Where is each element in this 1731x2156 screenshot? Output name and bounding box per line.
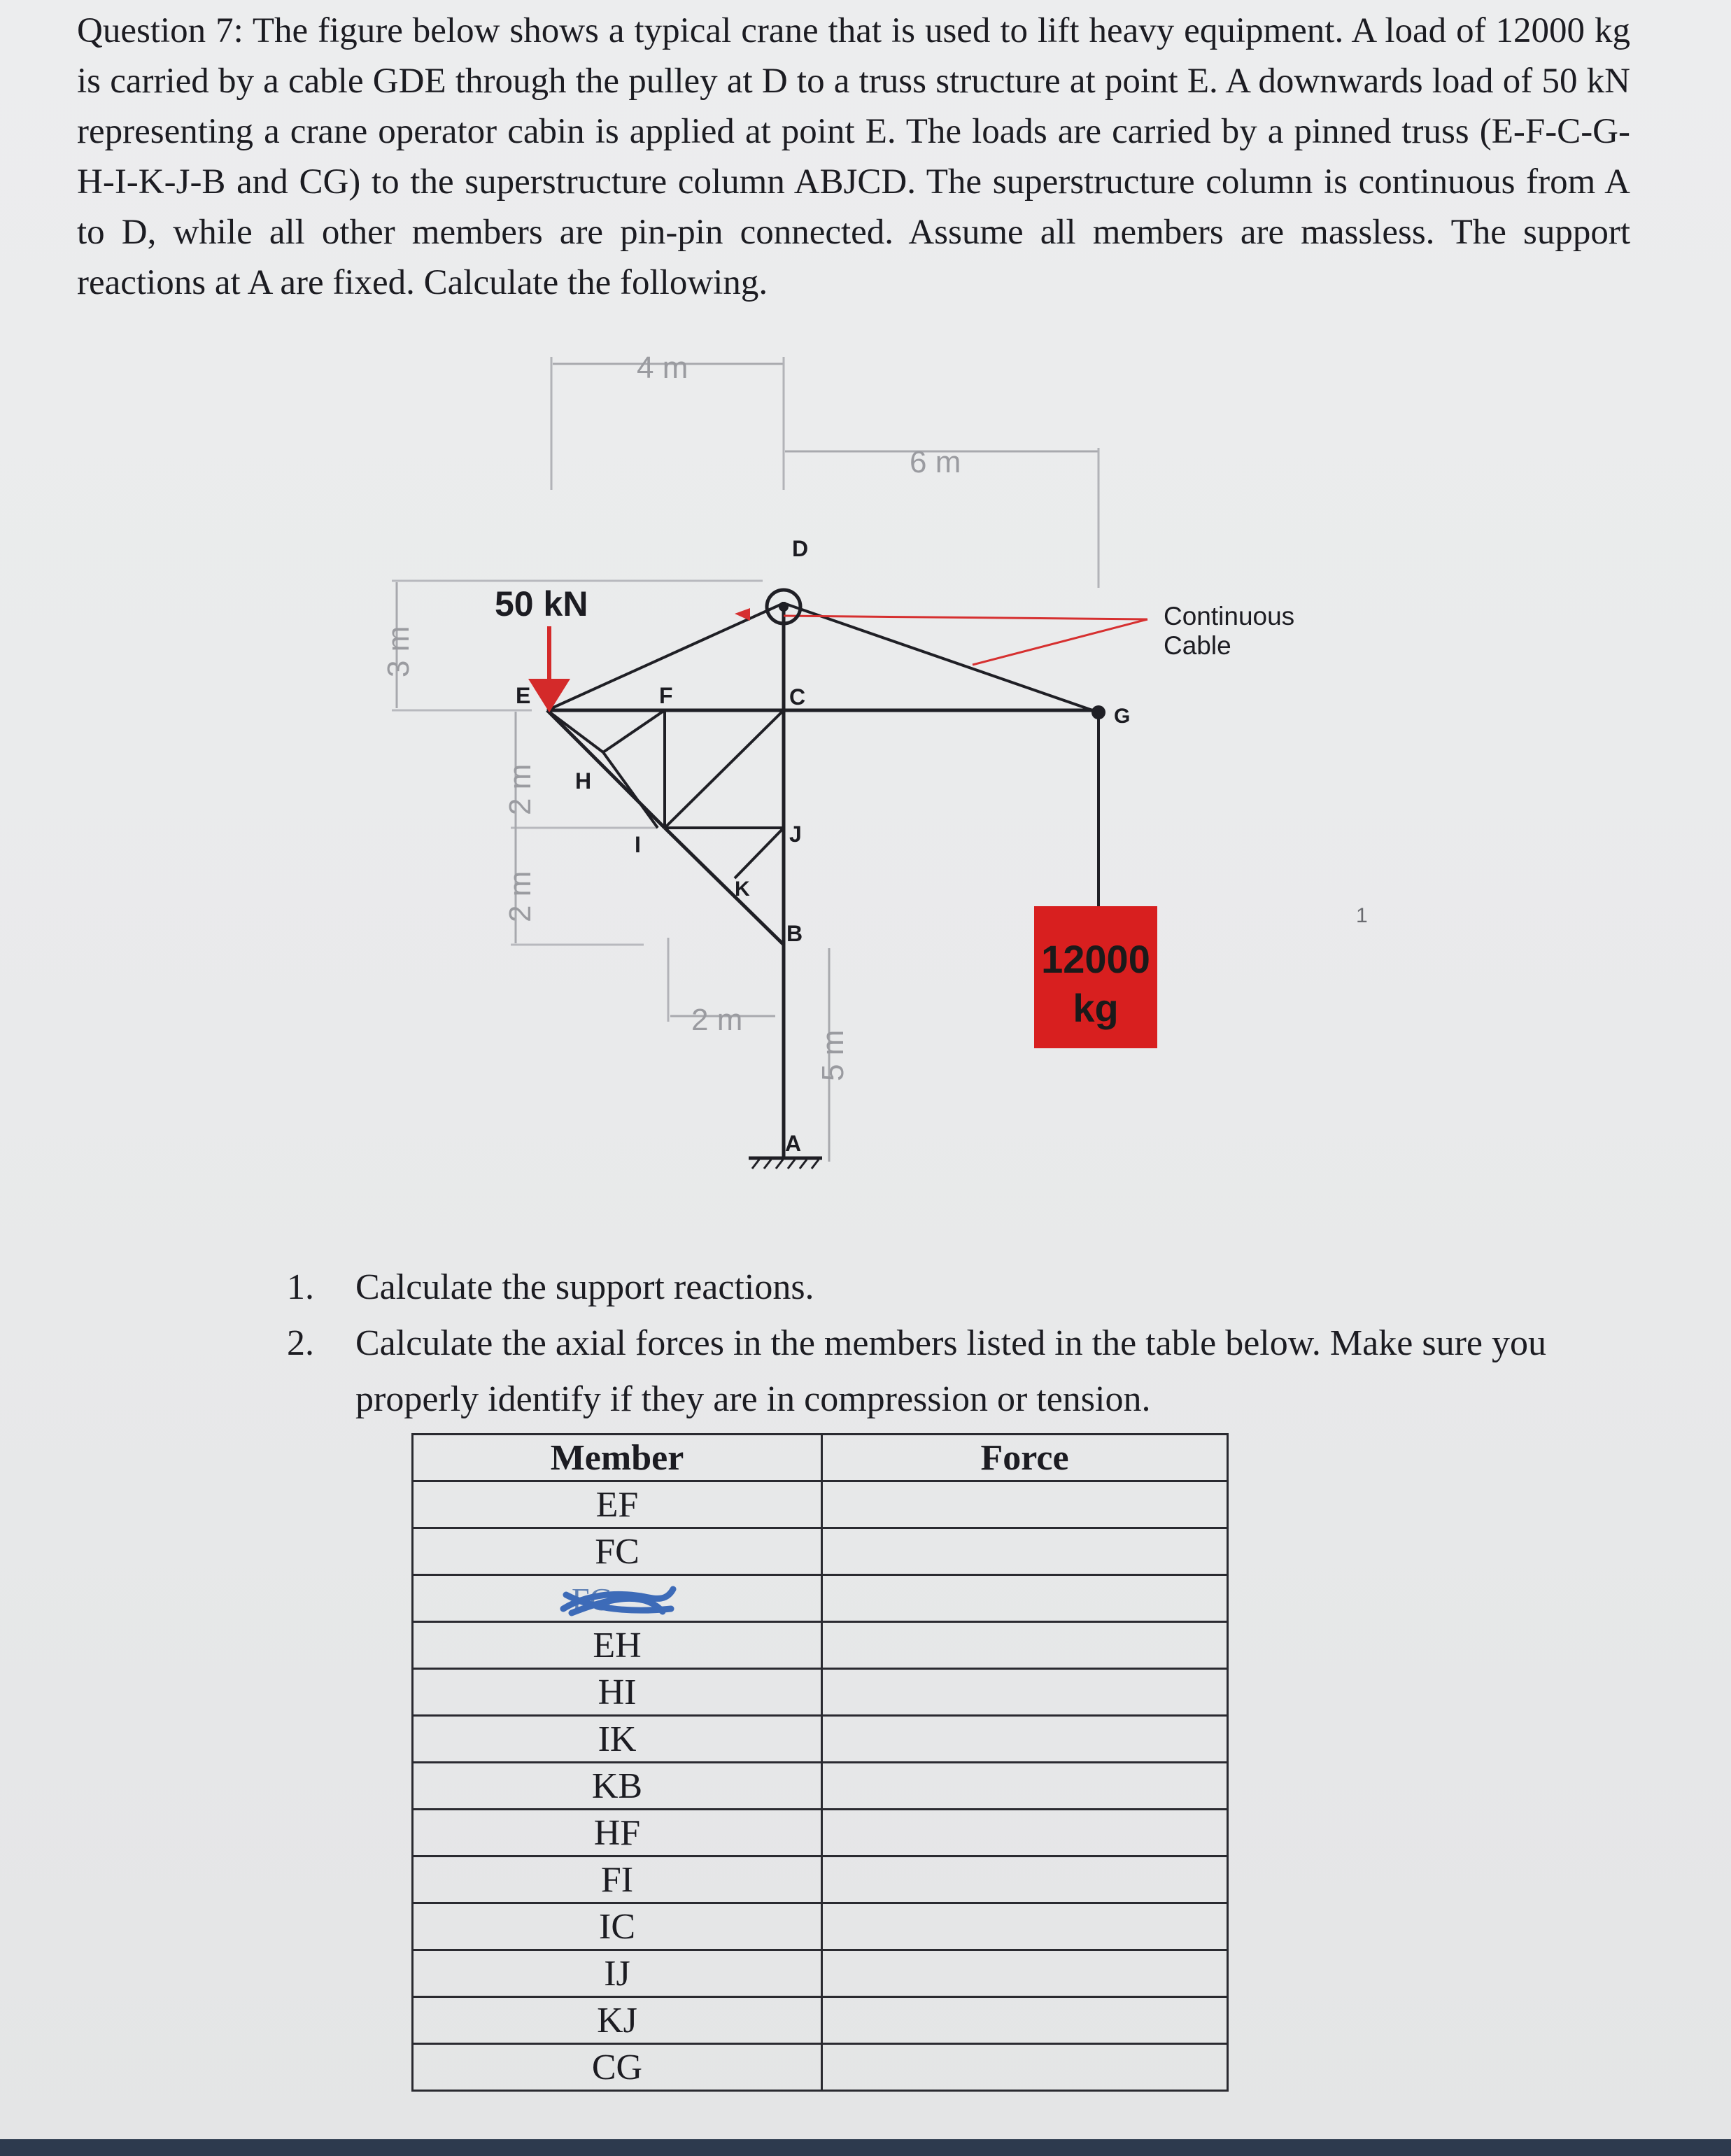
member-column-header: Member xyxy=(413,1435,822,1481)
node-label-d: D xyxy=(792,536,809,561)
question-text: Question 7: The figure below shows a typical crane that is used to lift heavy equipment. A load of 12000 kg is carried by a cable GDE through the pulley at D to a truss structure at point E. A downwards load of 50 kN representing a crane operator cabin is applied at point E. The loads are carried by a pinned truss (E-F-C-G-H-I-K-J-B and CG) to the superstructure column ABJCD. The superstructure column is continuous from A to D, while all other members are pin-pin connected. Assume all members are massless. The support reactions at A are fixed. Calculate the following. xyxy=(77,11,1630,302)
member-cell: IJ xyxy=(413,1950,822,1997)
member-cell-crossed-out xyxy=(413,1575,822,1622)
force-cell[interactable] xyxy=(822,1903,1228,1950)
task-item xyxy=(287,1316,1630,1428)
cable-label-line2: Cable xyxy=(1164,631,1231,660)
node-label-j: J xyxy=(789,822,802,847)
table-row xyxy=(413,1669,1228,1716)
dim-2m-bottom: 2 m xyxy=(691,1003,743,1037)
force-cell[interactable] xyxy=(822,1810,1228,1856)
force-cell[interactable] xyxy=(822,1763,1228,1810)
cable-red-return xyxy=(973,619,1147,665)
mass-value: 12000 xyxy=(1041,937,1150,981)
member-cell: EH xyxy=(413,1622,822,1669)
member-cell: HF xyxy=(413,1810,822,1856)
table-row xyxy=(413,1622,1228,1669)
member-cell: FC xyxy=(413,1528,822,1575)
table-row xyxy=(413,2044,1228,2091)
node-label-c: C xyxy=(789,684,806,710)
table-row xyxy=(413,1763,1228,1810)
force-cell[interactable] xyxy=(822,1575,1228,1622)
mass-unit: kg xyxy=(1073,986,1119,1030)
member-cell: KB xyxy=(413,1763,822,1810)
member-cell: HI xyxy=(413,1669,822,1716)
table-row xyxy=(413,1950,1228,1997)
table-row xyxy=(413,1481,1228,1528)
cable-red-horizontal xyxy=(784,616,1147,619)
dim-2m-lower: 2 m xyxy=(503,871,537,922)
force-cell[interactable] xyxy=(822,2044,1228,2091)
force-cell[interactable] xyxy=(822,1528,1228,1575)
table-header-row xyxy=(413,1435,1228,1481)
node-label-f: F xyxy=(659,683,673,708)
member-cell: IC xyxy=(413,1903,822,1950)
node-g-dot xyxy=(1091,705,1105,719)
node-label-g: G xyxy=(1114,705,1131,728)
dim-6m: 6 m xyxy=(910,445,961,479)
member-cell: FI xyxy=(413,1856,822,1903)
member-hi xyxy=(603,752,658,828)
cable-red-arrowhead xyxy=(735,608,750,621)
member-ef xyxy=(547,710,665,828)
member-dg xyxy=(784,603,1098,712)
dim-3m: 3 m xyxy=(381,626,416,677)
task-text: Calculate the axial forces in the members listed in the table below. Make sure you properly identify if they are in compression or tension. xyxy=(355,1323,1546,1419)
member-cell: CG xyxy=(413,2044,822,2091)
task-list xyxy=(287,1260,1630,1428)
force-cell[interactable] xyxy=(822,1997,1228,2044)
table-row xyxy=(413,1810,1228,1856)
table-row xyxy=(413,1903,1228,1950)
task-text: Calculate the support reactions. xyxy=(355,1267,814,1307)
task-number: 1. xyxy=(287,1267,314,1307)
force-cell[interactable] xyxy=(822,1856,1228,1903)
pulley-d-pin xyxy=(779,602,789,612)
node-label-e: E xyxy=(516,683,531,708)
member-hf xyxy=(603,710,665,752)
force-cell[interactable] xyxy=(822,1622,1228,1669)
table-row xyxy=(413,1716,1228,1763)
support-hatch xyxy=(752,1160,819,1169)
dim-2m-upper: 2 m xyxy=(503,763,537,815)
node-label-k: K xyxy=(735,878,750,901)
dim-5m: 5 m xyxy=(816,1029,850,1081)
node-label-a: A xyxy=(785,1131,802,1156)
member-forces-table xyxy=(411,1433,1229,2092)
scribble-mark xyxy=(558,1581,677,1620)
dim-4m: 4 m xyxy=(637,351,688,385)
table-row xyxy=(413,1575,1228,1622)
table-row xyxy=(413,1528,1228,1575)
node-label-i: I xyxy=(635,832,641,857)
table-row xyxy=(413,1997,1228,2044)
member-cell: IK xyxy=(413,1716,822,1763)
task-item xyxy=(287,1260,1630,1316)
force-cell[interactable] xyxy=(822,1716,1228,1763)
member-eh xyxy=(547,710,603,752)
load-arrow-head xyxy=(528,679,570,712)
node-label-h: H xyxy=(575,768,592,794)
force-column-header: Force xyxy=(822,1435,1228,1481)
stray-mark: 1 xyxy=(1356,904,1368,927)
force-cell[interactable] xyxy=(822,1481,1228,1528)
screen-bottom-edge xyxy=(0,2139,1731,2156)
crossed-out-member: FG xyxy=(572,1581,613,1618)
task-number: 2. xyxy=(287,1323,314,1363)
force-cell[interactable] xyxy=(822,1669,1228,1716)
load-label: 50 kN xyxy=(495,584,588,623)
member-cell: EF xyxy=(413,1481,822,1528)
force-cell[interactable] xyxy=(822,1950,1228,1997)
member-cell: KJ xyxy=(413,1997,822,2044)
table-row xyxy=(413,1856,1228,1903)
member-ic xyxy=(665,710,784,828)
crossed-out-entry xyxy=(558,1581,677,1620)
member-kj xyxy=(735,828,784,878)
cable-label-line1: Continuous xyxy=(1164,602,1295,630)
node-label-b: B xyxy=(786,921,803,946)
